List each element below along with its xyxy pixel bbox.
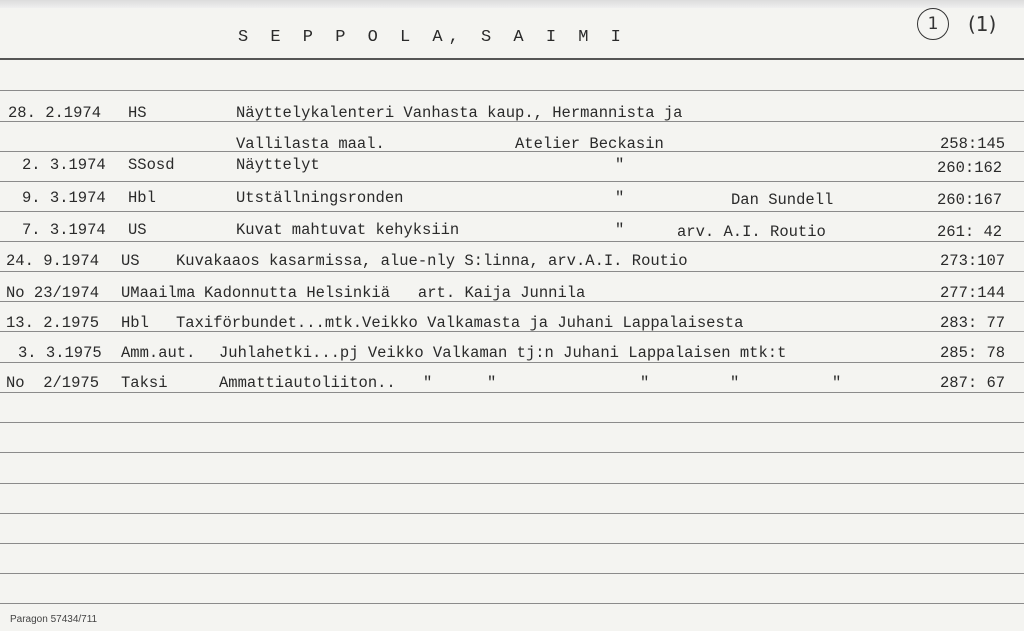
ruled-line bbox=[0, 543, 1024, 544]
header-rule bbox=[0, 58, 1024, 60]
ruled-line bbox=[0, 483, 1024, 484]
card-footer: Paragon 57434/711 bbox=[10, 614, 98, 625]
card-title: S E P P O L A, S A I M I bbox=[238, 28, 627, 47]
entry-title: Kuvat mahtuvat kehyksiin bbox=[236, 221, 460, 239]
entry-date: 13. 2.1975 bbox=[6, 314, 100, 332]
ditto-mark: " bbox=[487, 374, 497, 392]
entry-reference: 277:144 bbox=[940, 284, 1006, 302]
entry-reference: 260:162 bbox=[937, 159, 1003, 177]
entry-date: No 2/1975 bbox=[6, 374, 100, 392]
ruled-line bbox=[0, 181, 1024, 182]
entry-title: Ammattiautoliiton.. bbox=[219, 374, 396, 392]
entry-author: Dan Sundell bbox=[731, 191, 834, 209]
ruled-line bbox=[0, 573, 1024, 574]
entry-reference: 258:145 bbox=[940, 135, 1006, 153]
ruled-line bbox=[0, 392, 1024, 393]
entry-date: 24. 9.1974 bbox=[6, 252, 100, 270]
entry-reference: 261: 42 bbox=[937, 223, 1003, 241]
ruled-line bbox=[0, 211, 1024, 212]
entry-title: Näyttelyt bbox=[236, 156, 320, 174]
entry-reference: 285: 78 bbox=[940, 344, 1006, 362]
entry-title-continued: Vallilasta maal. bbox=[236, 135, 385, 153]
entry-date: 9. 3.1974 bbox=[22, 189, 106, 207]
ditto-mark: " bbox=[832, 374, 842, 392]
circled-number: 1 bbox=[917, 8, 949, 40]
entry-source: Amm.aut. bbox=[121, 344, 196, 362]
ditto-mark: " bbox=[615, 221, 625, 239]
ruled-line bbox=[0, 422, 1024, 423]
entry-reference: 273:107 bbox=[940, 252, 1006, 270]
entry-source: US bbox=[128, 221, 147, 239]
parenthesized-number: (1) bbox=[968, 12, 997, 36]
entry-title: Kadonnutta Helsinkiä art. Kaija Junnila bbox=[204, 284, 586, 302]
entry-title: Juhlahetki...pj Veikko Valkaman tj:n Juhani Lappalaisen mtk:t bbox=[219, 344, 787, 362]
ruled-line bbox=[0, 241, 1024, 242]
ditto-mark: " bbox=[730, 374, 740, 392]
entry-source: HS bbox=[128, 104, 147, 122]
ruled-line bbox=[0, 452, 1024, 453]
entry-note: Atelier Beckasin bbox=[515, 135, 664, 153]
entry-source: Taksi bbox=[121, 374, 168, 392]
entry-source: US bbox=[121, 252, 140, 270]
entry-date: No 23/1974 bbox=[6, 284, 100, 302]
entry-title: Taxiförbundet...mtk.Veikko Valkamasta ja Juhani Lappalaisesta bbox=[176, 314, 744, 332]
entry-reference: 287: 67 bbox=[940, 374, 1006, 392]
entry-title: Näyttelykalenteri Vanhasta kaup., Hermannista ja bbox=[236, 104, 683, 122]
entry-source: SSosd bbox=[128, 156, 175, 174]
ruled-line bbox=[0, 151, 1024, 152]
ruled-line bbox=[0, 513, 1024, 514]
ruled-line bbox=[0, 603, 1024, 604]
ditto-mark: " bbox=[423, 374, 433, 392]
ruled-line bbox=[0, 362, 1024, 363]
entry-source: Hbl bbox=[121, 314, 149, 332]
entry-date: 3. 3.1975 bbox=[18, 344, 102, 362]
entry-date: 28. 2.1974 bbox=[8, 104, 102, 122]
entry-title: Utställningsronden bbox=[236, 189, 404, 207]
entry-date: 7. 3.1974 bbox=[22, 221, 106, 239]
entry-reference: 283: 77 bbox=[940, 314, 1006, 332]
ditto-mark: " bbox=[640, 374, 650, 392]
ditto-mark: " bbox=[615, 189, 625, 207]
entry-reference: 260:167 bbox=[937, 191, 1003, 209]
entry-title: Kuvakaaos kasarmissa, alue-nly S:linna, arv.A.I. Routio bbox=[176, 252, 688, 270]
ruled-line bbox=[0, 271, 1024, 272]
entry-source: UMaailma bbox=[121, 284, 196, 302]
ditto-mark: " bbox=[615, 156, 625, 174]
ruled-line bbox=[0, 90, 1024, 91]
entry-date: 2. 3.1974 bbox=[22, 156, 106, 174]
entry-author: arv. A.I. Routio bbox=[677, 223, 826, 241]
card-top-edge bbox=[0, 0, 1024, 8]
entry-source: Hbl bbox=[128, 189, 156, 207]
